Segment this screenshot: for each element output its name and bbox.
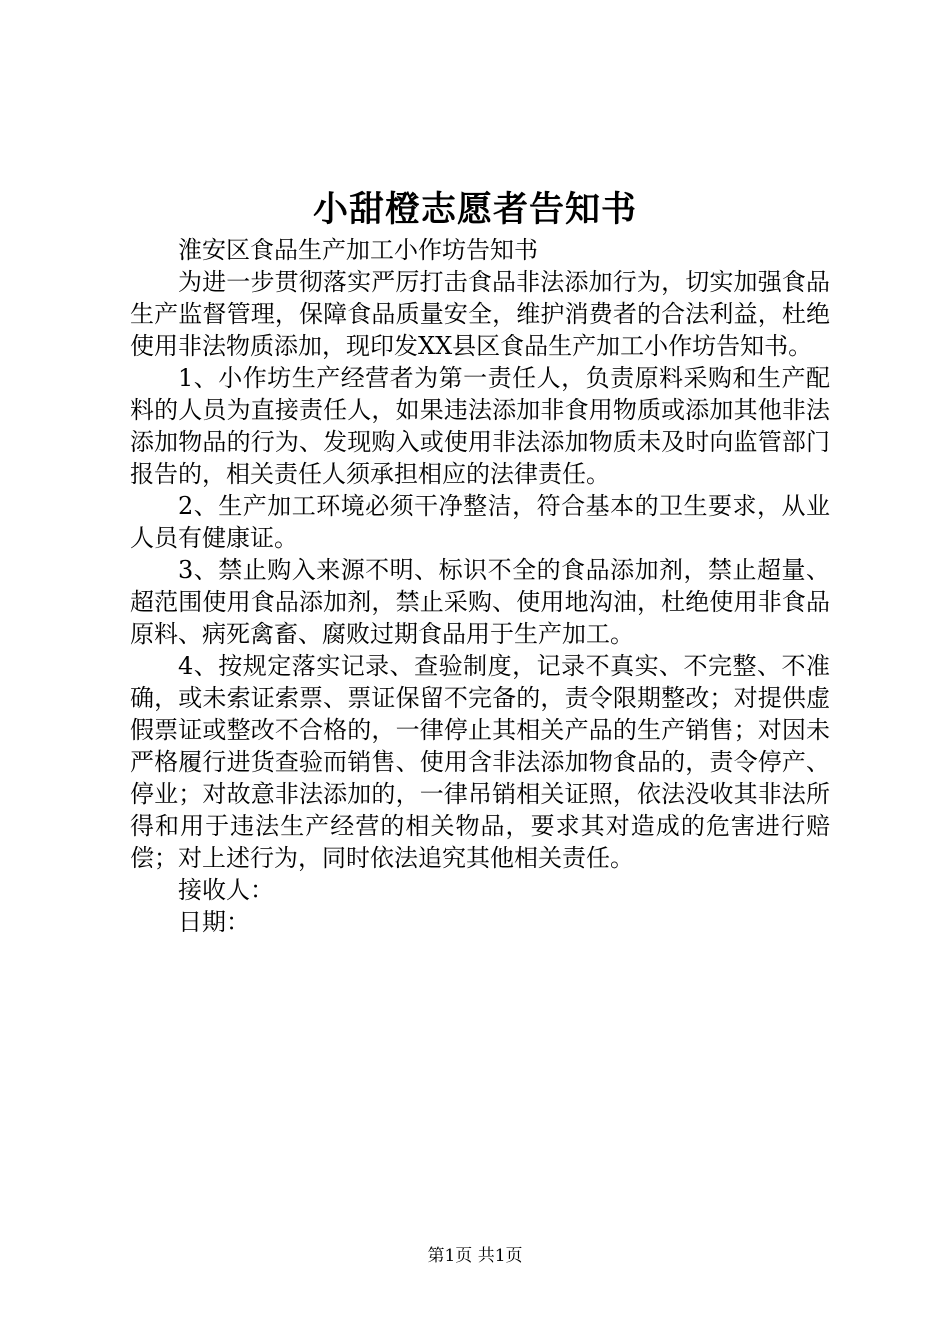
document-body	[130, 234, 830, 938]
page-title: 小甜橙志愿者告知书	[312, 189, 637, 230]
date-line: 日期：	[178, 908, 250, 936]
paragraph-intro: 为进一步贯彻落实严厉打击食品非法添加行为，切实加强食品生产监督管理，保障食品质量安全，维护消费者的合法利益，杜绝使用非法物质添加，现印发XX县区食品生产加工小作坊告知书。	[130, 268, 830, 360]
paragraph-subtitle: 淮安区食品生产加工小作坊告知书	[178, 236, 538, 264]
paragraph-item-4: 4、按规定落实记录、查验制度，记录不真实、不完整、不准确，或未索证索票、票证保留不完备的，责令限期整改；对提供虚假票证或整改不合格的，一律停止其相关产品的生产销售；对因未严格履行进货查验而销售、使用含非法添加物食品的，责令停产、停业；对故意非法添加的，一律吊销相关证照，依法没收其非法所得和用于违法生产经营的相关物品，要求其对造成的危害进行赔偿；对上述行为，同时依法追究其他相关责任。	[130, 652, 830, 872]
paragraph-item-2: 2、生产加工环境必须干净整洁，符合基本的卫生要求，从业人员有健康证。	[130, 492, 830, 552]
recipient-line: 接收人：	[178, 876, 274, 904]
paragraph-item-1: 1、小作坊生产经营者为第一责任人，负责原料采购和生产配料的人员为直接责任人，如果违法添加非食用物质或添加其他非法添加物品的行为、发现购入或使用非法添加物质未及时向监管部门报告的，相关责任人须承担相应的法律责任。	[130, 364, 830, 488]
paragraph-item-3: 3、禁止购入来源不明、标识不全的食品添加剂，禁止超量、超范围使用食品添加剂，禁止采购、使用地沟油，杜绝使用非食品原料、病死禽畜、腐败过期食品用于生产加工。	[130, 556, 830, 648]
page-footer: 第1页 共1页	[427, 1246, 523, 1266]
